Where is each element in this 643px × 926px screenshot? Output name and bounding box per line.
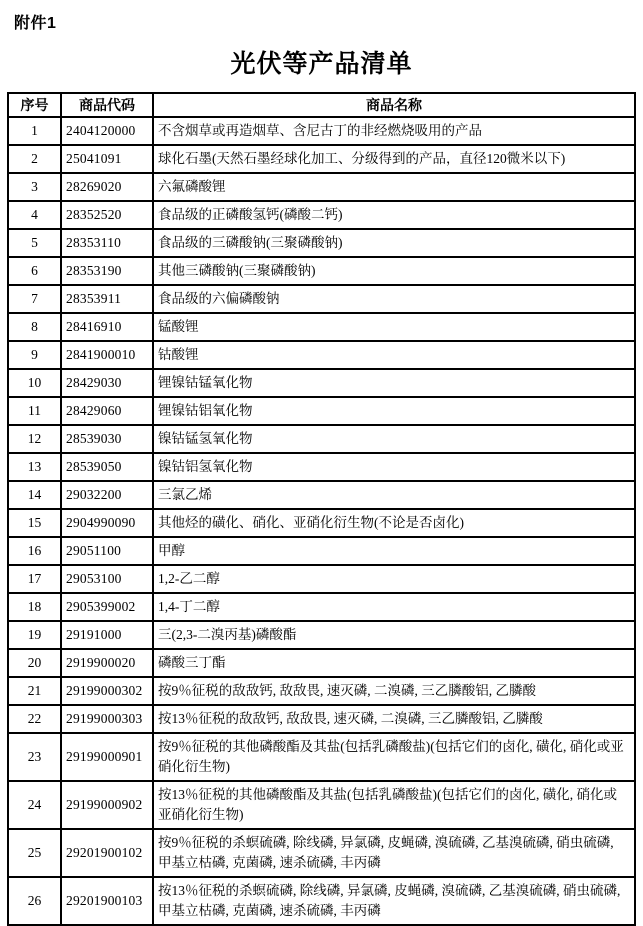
code-cell: 25041091 [61,145,153,173]
code-cell: 2841900010 [61,341,153,369]
name-cell: 按13％征税的敌敌钙, 敌敌畏, 速灭磷, 二溴磷, 三乙膦酸铝, 乙膦酸 [153,705,635,733]
serial-cell: 23 [8,733,61,781]
code-cell: 28429030 [61,369,153,397]
table-row [8,145,635,173]
code-cell: 28416910 [61,313,153,341]
table-row [8,509,635,537]
table-row [8,117,635,145]
product-table [7,92,636,926]
table-row [8,397,635,425]
table-row [8,229,635,257]
serial-cell: 26 [8,877,61,925]
serial-cell: 8 [8,313,61,341]
name-cell: 三氯乙烯 [153,481,635,509]
serial-cell: 25 [8,829,61,877]
serial-cell: 2 [8,145,61,173]
code-cell: 29032200 [61,481,153,509]
name-cell: 其他烃的磺化、硝化、亚硝化衍生物(不论是否卤化) [153,509,635,537]
name-cell: 锂镍钴锰氧化物 [153,369,635,397]
attachment-label: 附件1 [14,15,57,32]
code-cell: 29199000902 [61,781,153,829]
name-cell: 球化石墨(天然石墨经球化加工、分级得到的产品，直径120微米以下) [153,145,635,173]
table-row [8,173,635,201]
code-cell: 28539030 [61,425,153,453]
code-cell: 2905399002 [61,593,153,621]
name-cell: 按13％征税的杀螟硫磷, 除线磷, 异氯磷, 皮蝇磷, 溴硫磷, 乙基溴硫磷, 硝虫硫磷, 甲基立枯磷, 克菌磷, 速杀硫磷, 丰丙磷 [153,877,635,925]
serial-cell: 15 [8,509,61,537]
table-row [8,593,635,621]
serial-cell: 5 [8,229,61,257]
code-cell: 28429060 [61,397,153,425]
serial-cell: 24 [8,781,61,829]
serial-cell: 17 [8,565,61,593]
serial-cell: 19 [8,621,61,649]
name-cell: 甲醇 [153,537,635,565]
table-row [8,621,635,649]
code-cell: 28353911 [61,285,153,313]
name-cell: 其他三磷酸钠(三聚磷酸钠) [153,257,635,285]
name-cell: 锂镍钴铝氧化物 [153,397,635,425]
table-row [8,565,635,593]
serial-cell: 3 [8,173,61,201]
table-row [8,369,635,397]
serial-cell: 22 [8,705,61,733]
table-row [8,781,635,829]
code-cell: 29199000302 [61,677,153,705]
serial-cell: 13 [8,453,61,481]
serial-cell: 9 [8,341,61,369]
code-cell: 28352520 [61,201,153,229]
serial-cell: 20 [8,649,61,677]
table-row [8,257,635,285]
code-cell: 2904990090 [61,509,153,537]
code-cell: 2404120000 [61,117,153,145]
code-cell: 28353190 [61,257,153,285]
code-cell: 29191000 [61,621,153,649]
name-cell: 按9％征税的其他磷酸酯及其盐(包括乳磷酸盐)(包括它们的卤化, 磺化, 硝化或亚硝化衍生物) [153,733,635,781]
name-cell: 食品级的六偏磷酸钠 [153,285,635,313]
name-cell: 食品级的正磷酸氢钙(磷酸二钙) [153,201,635,229]
code-cell: 29051100 [61,537,153,565]
serial-cell: 21 [8,677,61,705]
name-cell: 1,2-乙二醇 [153,565,635,593]
table-row [8,877,635,925]
name-cell: 三(2,3-二溴丙基)磷酸酯 [153,621,635,649]
serial-cell: 16 [8,537,61,565]
table-row [8,677,635,705]
table-row [8,481,635,509]
serial-cell: 12 [8,425,61,453]
serial-cell: 18 [8,593,61,621]
serial-cell: 10 [8,369,61,397]
code-cell: 2919900020 [61,649,153,677]
table-row [8,829,635,877]
serial-cell: 6 [8,257,61,285]
table-row [8,425,635,453]
serial-cell: 1 [8,117,61,145]
name-cell: 镍钴铝氢氧化物 [153,453,635,481]
table-row [8,201,635,229]
page-title: 光伏等产品清单 [230,50,413,78]
name-cell: 镍钴锰氢氧化物 [153,425,635,453]
code-cell: 28353110 [61,229,153,257]
code-cell: 28539050 [61,453,153,481]
code-cell: 29199000303 [61,705,153,733]
name-cell: 按13％征税的其他磷酸酯及其盐(包括乳磷酸盐)(包括它们的卤化, 磺化, 硝化或亚硝化衍生物) [153,781,635,829]
name-cell: 按9％征税的杀螟硫磷, 除线磷, 异氯磷, 皮蝇磷, 溴硫磷, 乙基溴硫磷, 硝虫硫磷, 甲基立枯磷, 克菌磷, 速杀硫磷, 丰丙磷 [153,829,635,877]
serial-cell: 11 [8,397,61,425]
name-cell: 六氟磷酸锂 [153,173,635,201]
name-cell: 1,4-丁二醇 [153,593,635,621]
name-cell: 食品级的三磷酸钠(三聚磷酸钠) [153,229,635,257]
table-row [8,453,635,481]
product-table-body [8,117,635,925]
table-header-row [8,93,635,117]
table-row [8,705,635,733]
code-cell: 29199000901 [61,733,153,781]
table-row [8,733,635,781]
code-cell: 29053100 [61,565,153,593]
table-row [8,341,635,369]
name-cell: 磷酸三丁酯 [153,649,635,677]
code-cell: 28269020 [61,173,153,201]
code-cell: 29201900102 [61,829,153,877]
table-row [8,313,635,341]
column-header-serial: 序号 [8,93,61,117]
serial-cell: 7 [8,285,61,313]
table-row [8,649,635,677]
name-cell: 锰酸锂 [153,313,635,341]
code-cell: 29201900103 [61,877,153,925]
serial-cell: 14 [8,481,61,509]
table-row [8,537,635,565]
column-header-code: 商品代码 [61,93,153,117]
name-cell: 钴酸锂 [153,341,635,369]
column-header-name: 商品名称 [153,93,635,117]
name-cell: 按9％征税的敌敌钙, 敌敌畏, 速灭磷, 二溴磷, 三乙膦酸铝, 乙膦酸 [153,677,635,705]
serial-cell: 4 [8,201,61,229]
name-cell: 不含烟草或再造烟草、含尼古丁的非经燃烧吸用的产品 [153,117,635,145]
table-row [8,285,635,313]
